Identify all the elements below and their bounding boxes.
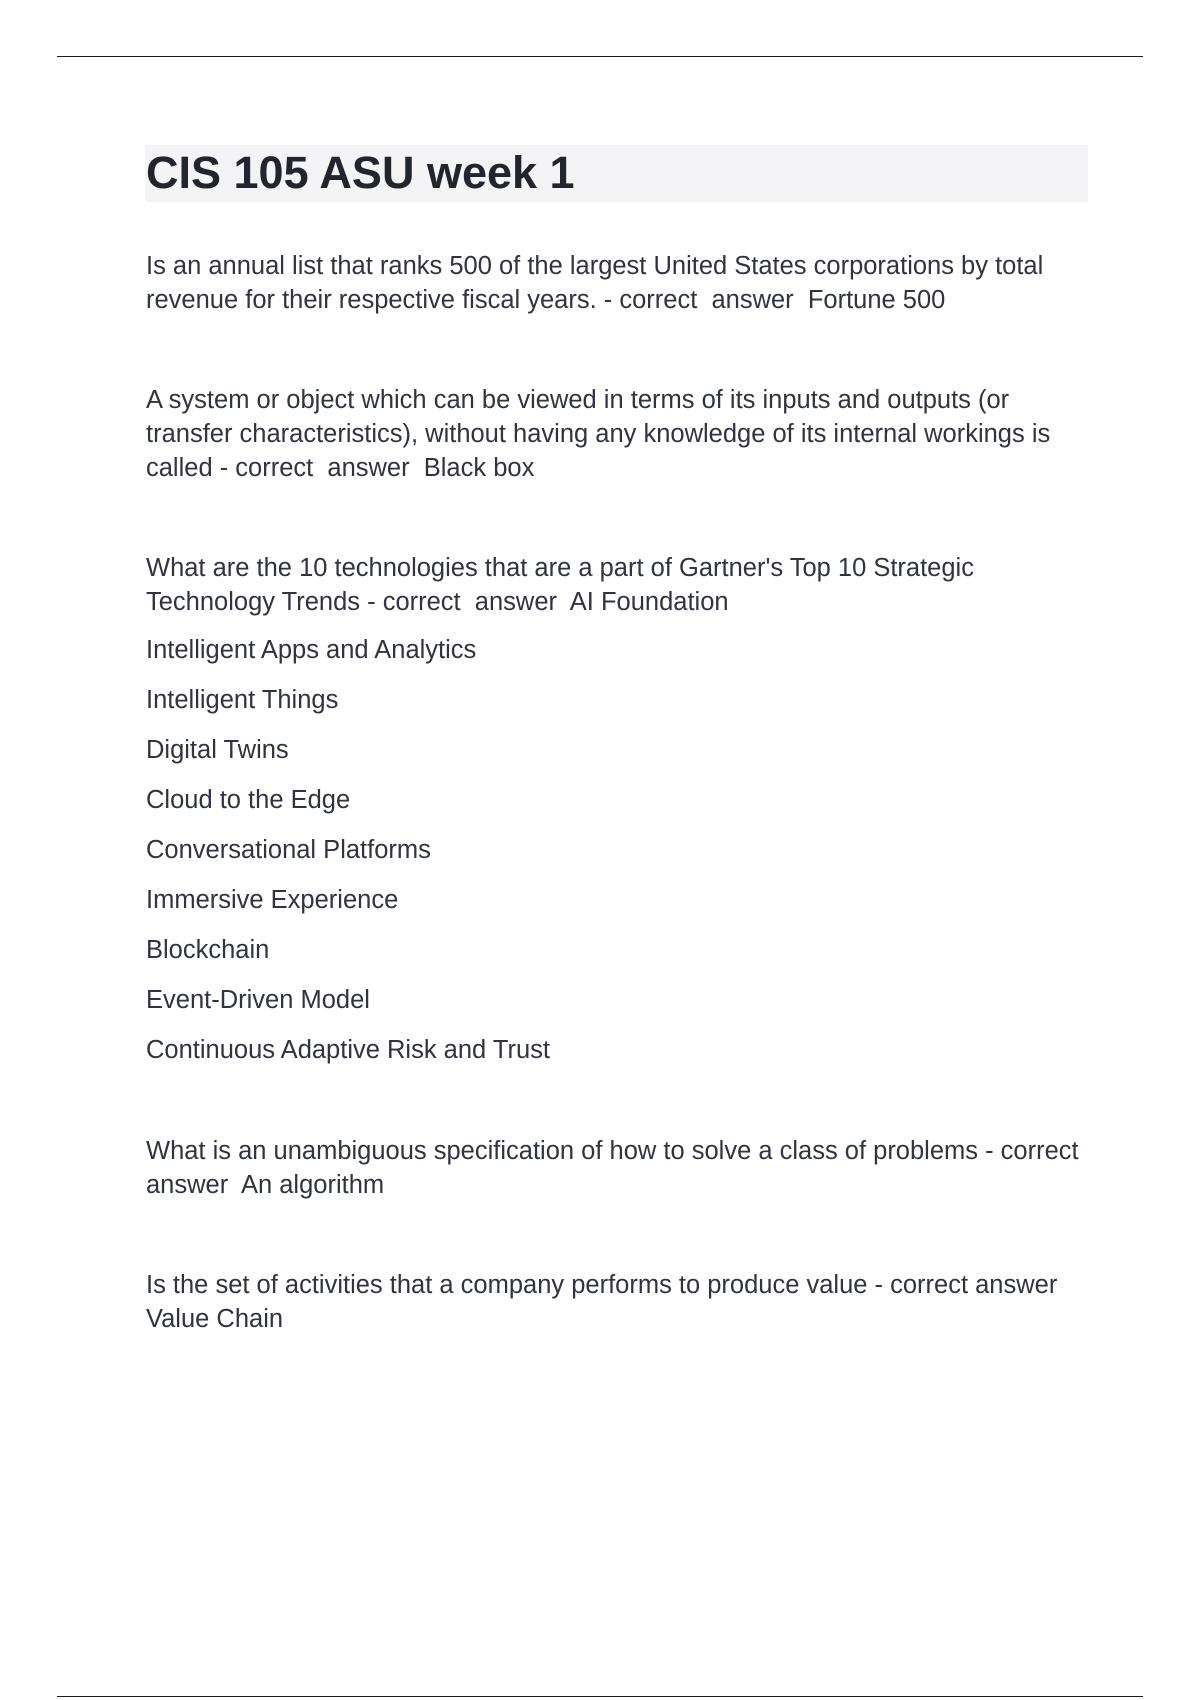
list-item: Continuous Adaptive Risk and Trust [146, 1036, 550, 1064]
qa-entry-fortune-500: Is an annual list that ranks 500 of the largest United States corporations by total revenue for their respective fiscal years. - correct answer Fortune 500 [146, 252, 1051, 314]
document-title: CIS 105 ASU week 1 [146, 147, 575, 198]
bottom-divider [57, 1696, 1143, 1697]
list-item: Intelligent Apps and Analytics [146, 636, 477, 664]
list-item: Intelligent Things [146, 686, 339, 714]
list-item: Event-Driven Model [146, 986, 370, 1014]
gartner-trends-list [146, 633, 550, 1083]
list-item: Immersive Experience [146, 886, 399, 914]
list-item: Cloud to the Edge [146, 786, 351, 814]
qa-entry-gartner-trends: What are the 10 technologies that are a part of Gartner's Top 10 Strategic Technology Trends - correct answer AI Foundation [146, 554, 981, 616]
top-divider [57, 56, 1143, 57]
qa-entry-black-box: A system or object which can be viewed in terms of its inputs and outputs (or transfer characteristics), without having any knowledge of its internal workings is called - correct answer Black box [146, 386, 1058, 482]
qa-entry-value-chain: Is the set of activities that a company performs to produce value - correct answer Value Chain [146, 1271, 1072, 1333]
list-item: Blockchain [146, 936, 270, 964]
list-item: Digital Twins [146, 736, 289, 764]
qa-entry-algorithm: What is an unambiguous specification of how to solve a class of problems - correct answer An algorithm [146, 1137, 1093, 1199]
list-item: Conversational Platforms [146, 836, 431, 864]
